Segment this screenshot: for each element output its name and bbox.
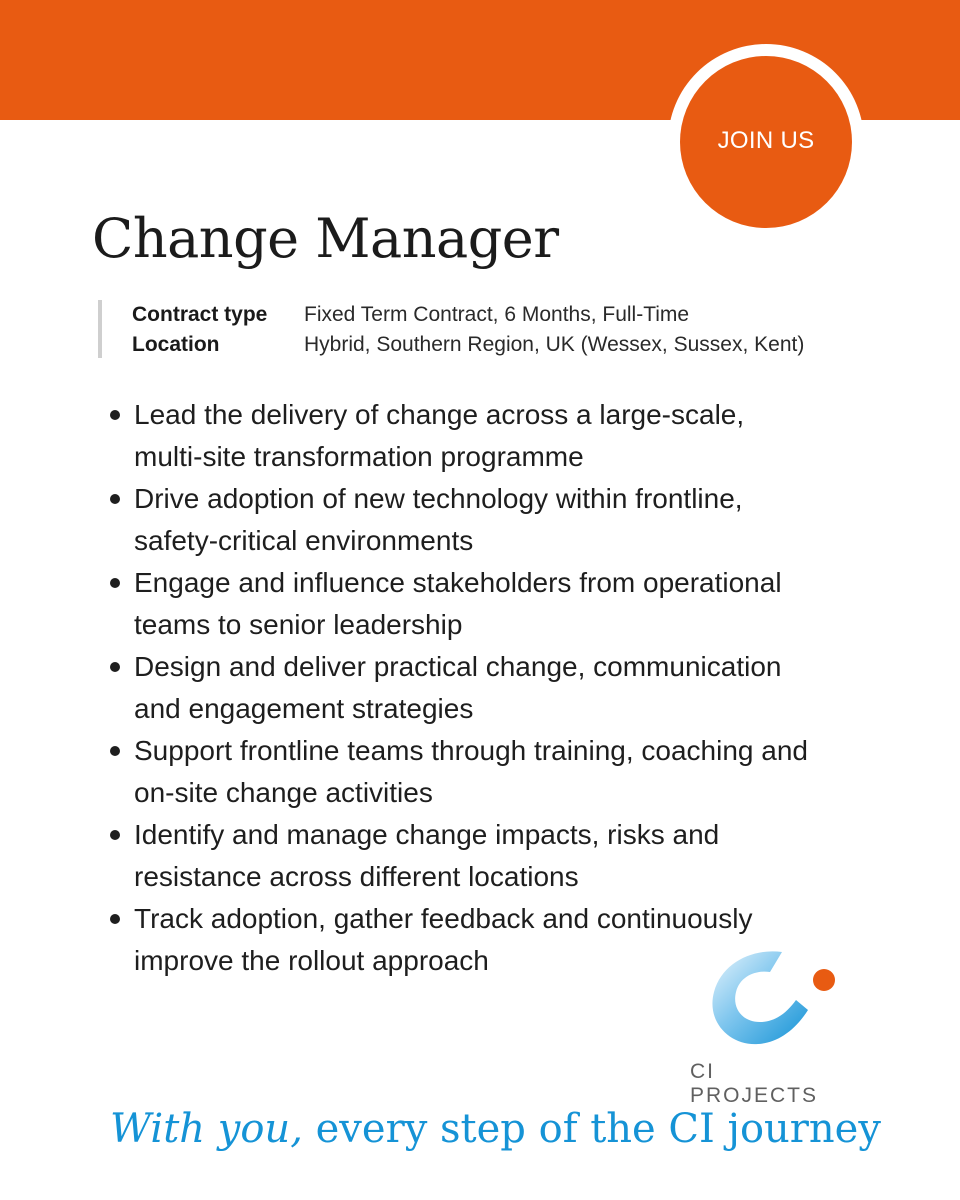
job-title: Change Manager	[92, 207, 559, 270]
list-item-line: Identify and manage change impacts, risks and	[134, 819, 720, 850]
tagline-emphasis: With you,	[110, 1106, 303, 1152]
detail-row-location	[132, 330, 804, 360]
list-item-line: improve the rollout approach	[134, 945, 489, 976]
list-item	[104, 478, 924, 562]
list-item	[104, 646, 924, 730]
list-item-line: and engagement strategies	[134, 693, 474, 724]
list-item	[104, 730, 924, 814]
list-item-line: Lead the delivery of change across a large-scale,	[134, 399, 745, 430]
bullet-icon	[110, 662, 120, 672]
bullet-icon	[110, 830, 120, 840]
responsibilities-list	[104, 394, 924, 982]
list-item-line: Drive adoption of new technology within frontline,	[134, 483, 743, 514]
list-item-line: Support frontline teams through training, coaching and	[134, 735, 808, 766]
bullet-icon	[110, 578, 120, 588]
list-item-line: Track adoption, gather feedback and continuously	[134, 903, 753, 934]
list-item	[104, 394, 924, 478]
list-item	[104, 814, 924, 898]
join-us-badge[interactable]	[680, 56, 852, 228]
bullet-icon	[110, 746, 120, 756]
bullet-icon	[110, 494, 120, 504]
list-item-line: Design and deliver practical change, communication	[134, 651, 782, 682]
list-item-line: Engage and influence stakeholders from operational	[134, 567, 782, 598]
detail-label: Location	[132, 333, 220, 356]
logo-wordmark: CI PROJECTS	[690, 1060, 819, 1107]
bullet-icon	[110, 410, 120, 420]
detail-label: Contract type	[132, 303, 268, 326]
join-us-label: JOIN US	[717, 127, 815, 154]
list-item-line: safety-critical environments	[134, 525, 474, 556]
job-details	[98, 300, 804, 358]
list-item-line: multi-site transformation programme	[134, 441, 584, 472]
list-item	[104, 562, 924, 646]
detail-row-contract-type	[132, 300, 804, 330]
list-item-line: on-site change activities	[134, 777, 433, 808]
list-item-line: teams to senior leadership	[134, 609, 463, 640]
detail-value: Hybrid, Southern Region, UK (Wessex, Sussex, Kent)	[304, 333, 805, 356]
tagline-text: every step of the CI journey	[302, 1106, 881, 1152]
bullet-icon	[110, 914, 120, 924]
footer-tagline	[110, 1106, 890, 1152]
detail-value: Fixed Term Contract, 6 Months, Full-Time	[304, 303, 690, 326]
ci-projects-logo-icon	[704, 948, 844, 1048]
list-item-line: resistance across different locations	[134, 861, 579, 892]
